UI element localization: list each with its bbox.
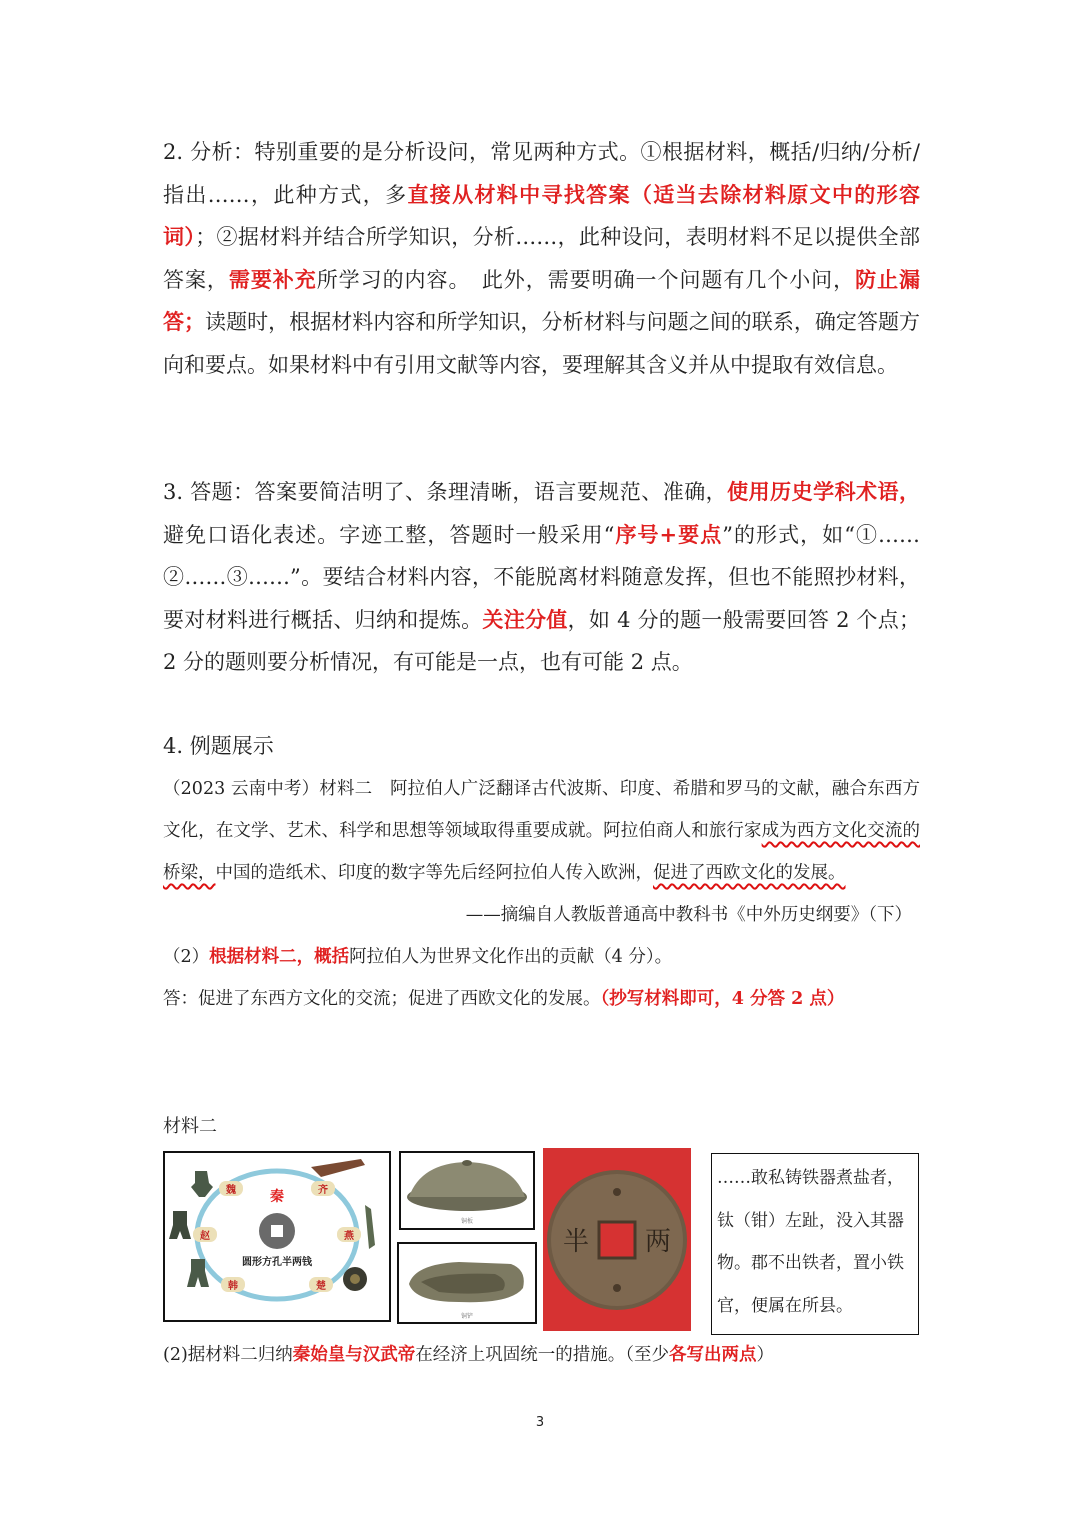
state-badge-qi bbox=[311, 1181, 335, 1196]
state-badge-chu bbox=[309, 1277, 333, 1292]
analysis-text-3: 所学习的内容。 此外，需要明确一个问题有几个小问， bbox=[316, 267, 856, 292]
example-heading: 4. 例题展示 bbox=[163, 734, 274, 758]
svg-text:燕: 燕 bbox=[344, 1231, 354, 1242]
bronze-plate-photo bbox=[399, 1151, 535, 1230]
map-center-label: 秦 bbox=[270, 1189, 284, 1205]
example-question-text: 阿拉伯人为世界文化作出的贡献（4 分）。 bbox=[349, 947, 673, 967]
map-caption: 圆形方孔半两钱 bbox=[242, 1257, 312, 1268]
state-badge-yan bbox=[337, 1227, 361, 1242]
example-underlined-2: 促进了西欧文化的发展。 bbox=[653, 863, 846, 883]
page-number: 3 bbox=[535, 1415, 545, 1430]
example-answer bbox=[163, 978, 920, 1020]
analysis-text-4: 读题时，根据材料内容和所学知识，分析材料与问题之间的联系，确定答题方向和要点。如果材料中有引用文献等内容，要理解其含义并从中提取有效信息。 bbox=[163, 310, 920, 377]
example-question-emphasis: 根据材料二，概括 bbox=[209, 947, 350, 967]
svg-text:韩: 韩 bbox=[228, 1281, 238, 1292]
example-material-text-1: （2023 云南中考）材料二 阿拉伯人广泛翻译古代波斯、印度、希腊和罗马的文献，融合东西方文化，在文学、艺术、科学和思想等领域取得重要成就。阿拉伯商人和旅行家 bbox=[163, 779, 920, 841]
analysis-emphasis-2: 需要补充 bbox=[228, 266, 317, 292]
svg-text:魏: 魏 bbox=[226, 1185, 236, 1196]
example-body bbox=[163, 768, 920, 1020]
example-underlined-1: 成为西方文化交流的桥梁， bbox=[163, 821, 920, 883]
svg-text:赵: 赵 bbox=[200, 1231, 210, 1242]
coin-left-character: 半 bbox=[562, 1227, 590, 1257]
material-two-question bbox=[163, 1337, 774, 1373]
question-two-middle: 在经济上巩固统一的措施。（至少 bbox=[415, 1345, 670, 1365]
answering-emphasis-1: 使用历史学科术语， bbox=[727, 479, 921, 504]
bronze-spade-caption: 铜铲 bbox=[460, 1313, 474, 1320]
section-analysis bbox=[163, 131, 920, 386]
analysis-emphasis-3: 防止漏答； bbox=[163, 266, 921, 334]
state-badge-han bbox=[221, 1277, 245, 1292]
bronze-spade-photo bbox=[397, 1242, 537, 1324]
question-two-suffix: ） bbox=[756, 1345, 775, 1365]
analysis-emphasis-1: 直接从材料中寻找答案（适当去除材料原文中的形容词） bbox=[163, 181, 920, 249]
svg-text:齐: 齐 bbox=[318, 1185, 328, 1196]
ban-liang-coin-photo bbox=[543, 1148, 691, 1331]
example-material bbox=[163, 768, 920, 894]
example-material-text-2: 中国的造纸术、印度的数字等先后经阿拉伯人传入欧洲， bbox=[215, 863, 653, 883]
example-answer-text: 答：促进了东西方文化的交流；促进了西欧文化的发展。 bbox=[163, 989, 601, 1009]
state-badge-wei bbox=[219, 1181, 243, 1196]
answering-text-4: ，如 4 分的题一般需要回答 2 个点；2 分的题则要分析情况，有可能是一点，也有可能 2 点。 bbox=[163, 607, 921, 674]
answering-text-1: 3. 答题：答案要简洁明了、条理清晰，语言要规范、准确， bbox=[163, 480, 728, 504]
answering-text-2: 避免口语化表述。字迹工整，答题时一般采用“ bbox=[163, 522, 615, 547]
example-question-number: （2） bbox=[163, 947, 210, 967]
analysis-text-1: 2. 分析：特别重要的是分析设问，常见两种方式。①根据材料，概括/归纳/分析/指出……，此种方式，多 bbox=[163, 140, 920, 207]
section-answering bbox=[163, 471, 920, 684]
example-question bbox=[163, 936, 920, 978]
analysis-text-2: ；②据材料并结合所学知识，分析……，此种设问，表明材料不足以提供全部答案， bbox=[163, 225, 921, 292]
bronze-plate-caption: 铜板 bbox=[460, 1218, 474, 1225]
answering-emphasis-3: 关注分值 bbox=[482, 606, 568, 632]
state-badge-zhao bbox=[193, 1227, 217, 1242]
material-two-title: 材料二 bbox=[163, 1116, 217, 1137]
coin-right-character: 两 bbox=[644, 1227, 672, 1257]
answering-text-3: ”的形式，如“①……②……③……”。要结合材料内容，不能脱离材料随意发挥，但也不能照抄材料，要对材料进行概括、归纳和提炼。 bbox=[163, 522, 920, 632]
question-two-prefix: (2)据材料二归纳 bbox=[163, 1345, 293, 1365]
question-two-emphasis-2: 各写出两点 bbox=[669, 1345, 757, 1365]
question-two-emphasis-1: 秦始皇与汉武帝 bbox=[292, 1345, 416, 1365]
example-answer-note: （抄写材料即可，4 分答 2 点） bbox=[600, 989, 845, 1009]
currency-unification-diagram bbox=[163, 1151, 391, 1322]
section-answering-paragraph bbox=[163, 471, 920, 684]
answering-emphasis-2: 序号+要点 bbox=[614, 521, 723, 547]
svg-text:楚: 楚 bbox=[316, 1281, 326, 1292]
example-source: ——摘编自人教版普通高中教科书《中外历史纲要》（下） bbox=[465, 905, 912, 925]
material-quote-box: ……敢私铸铁器煮盐者，钛（钳）左趾，没入其器物。郡不出铁者，置小铁官，便属在所县。 bbox=[711, 1153, 919, 1335]
section-analysis-paragraph bbox=[163, 131, 920, 386]
